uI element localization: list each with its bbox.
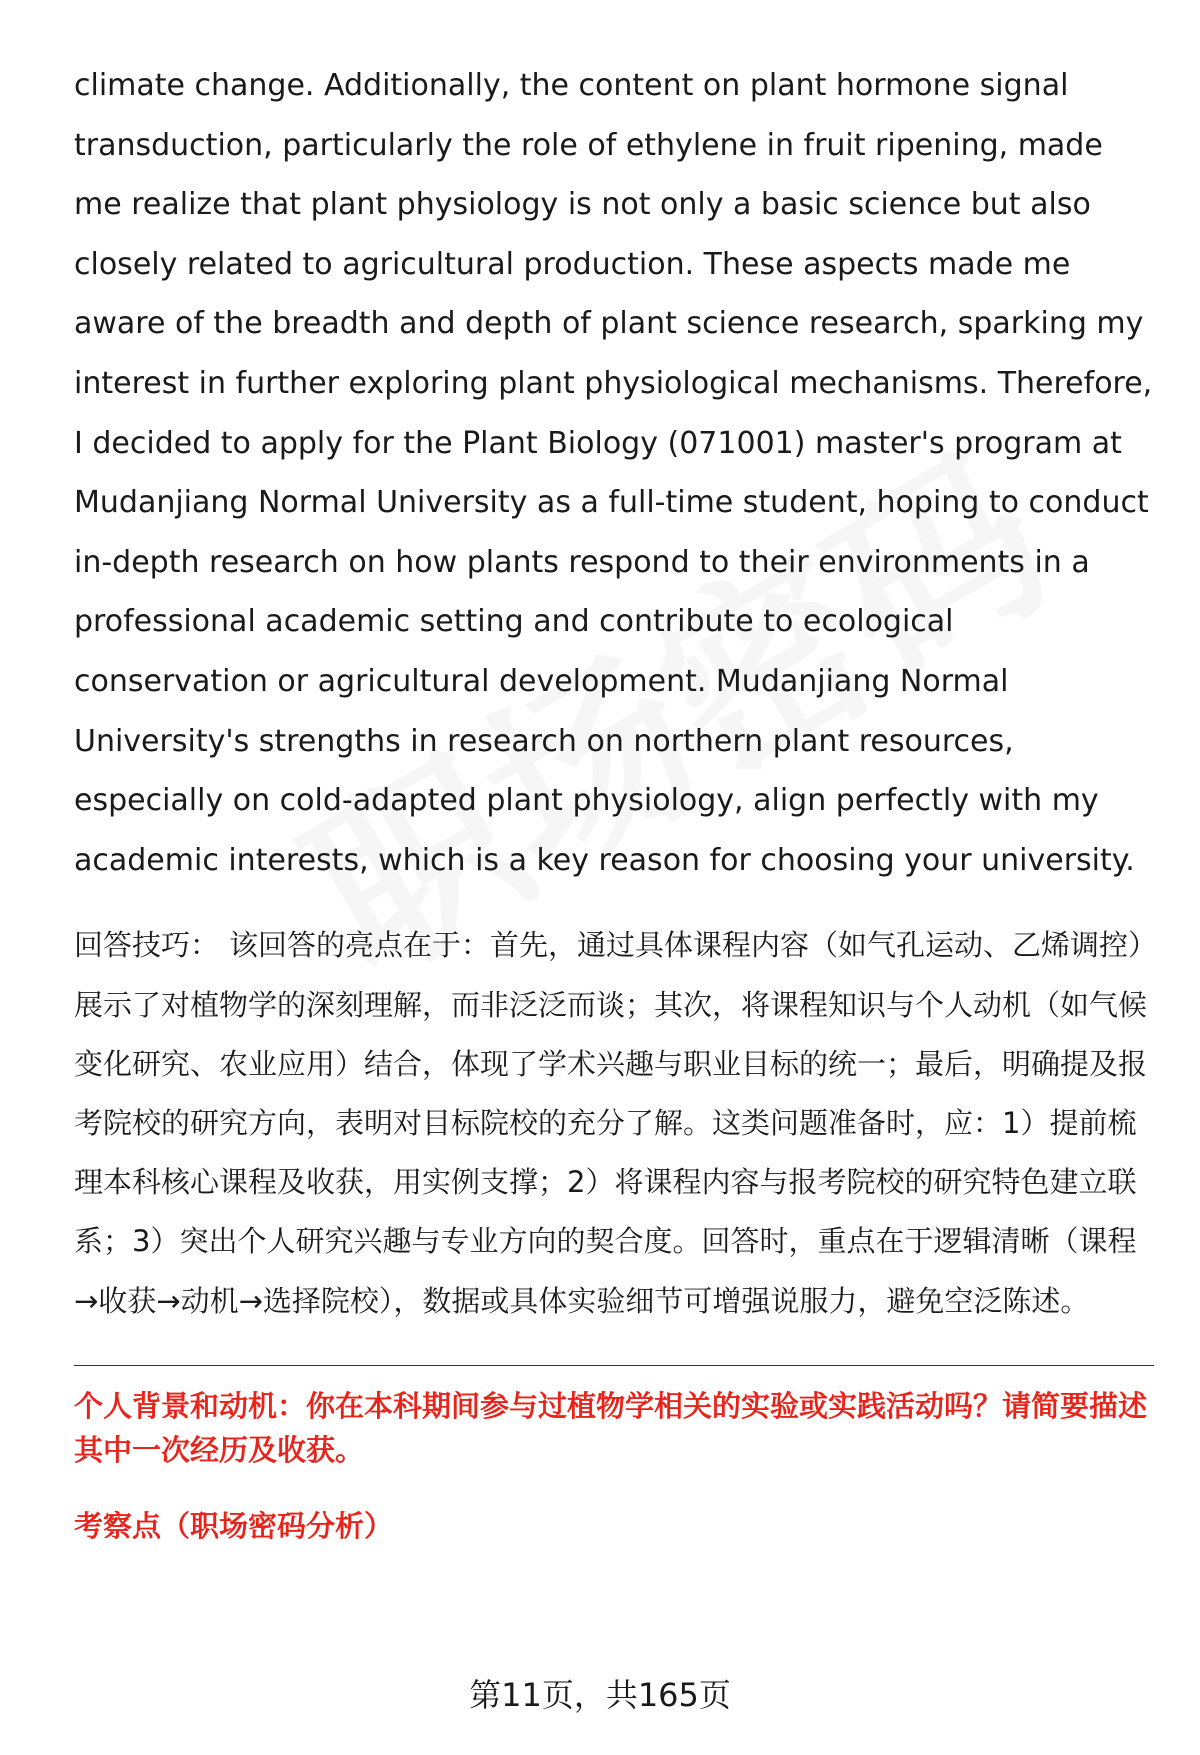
page-number: 第11页，共165页	[469, 1676, 731, 1714]
interview-question: 个人背景和动机：你在本科期间参与过植物学相关的实验或实践活动吗？请简要描述其中一次经历及收获。	[74, 1388, 1148, 1467]
tips-text: 该回答的亮点在于：首先，通过具体课程内容（如气孔运动、乙烯调控）展示了对植物学的深刻理解，而非泛泛而谈；其次，将课程知识与个人动机（如气候变化研究、农业应用）结合，体现了学术兴趣与职业目标的统一；最后，明确提及报考院校的研究方向，表明对目标院校的充分了解。这类问题准备时，应：1）提前梳理本科核心课程及收获，用实例支撑；2）将课程内容与报考院校的研究特色建立联系；3）突出个人研究兴趣与专业方向的契合度。回答时，重点在于逻辑清晰（课程→收获→动机→选择院校），数据或具体实验细节可增强说服力，避免空泛陈述。	[74, 928, 1148, 1318]
section-divider	[74, 1365, 1154, 1366]
answer-tips	[74, 916, 1154, 1330]
english-paragraph: climate change. Additionally, the content on plant hormone signal transduction, particularly the role of ethylene in fruit ripening, made me realize that plant physiology is not only a basic science but also closely related to agricultural production. These aspects made me aware of the breadth and depth of plant science research, sparking my interest in further exploring plant physiological mechanisms. Therefore, I decided to apply for the Plant Biology (071001) master's program at Mudanjiang Normal University as a full-time student, hoping to conduct in-depth research on how plants respond to their environments in a professional academic setting and contribute to ecological conservation or agricultural development. Mudanjiang Normal University's strengths in research on northern plant resources, especially on cold-adapted plant physiology, align perfectly with my academic interests, which is a key reason for choosing your university.	[74, 68, 1153, 878]
document-page	[74, 56, 1154, 1548]
tips-label: 回答技巧：	[74, 928, 220, 963]
assessment-heading: 考察点（职场密码分析）	[74, 1508, 394, 1543]
